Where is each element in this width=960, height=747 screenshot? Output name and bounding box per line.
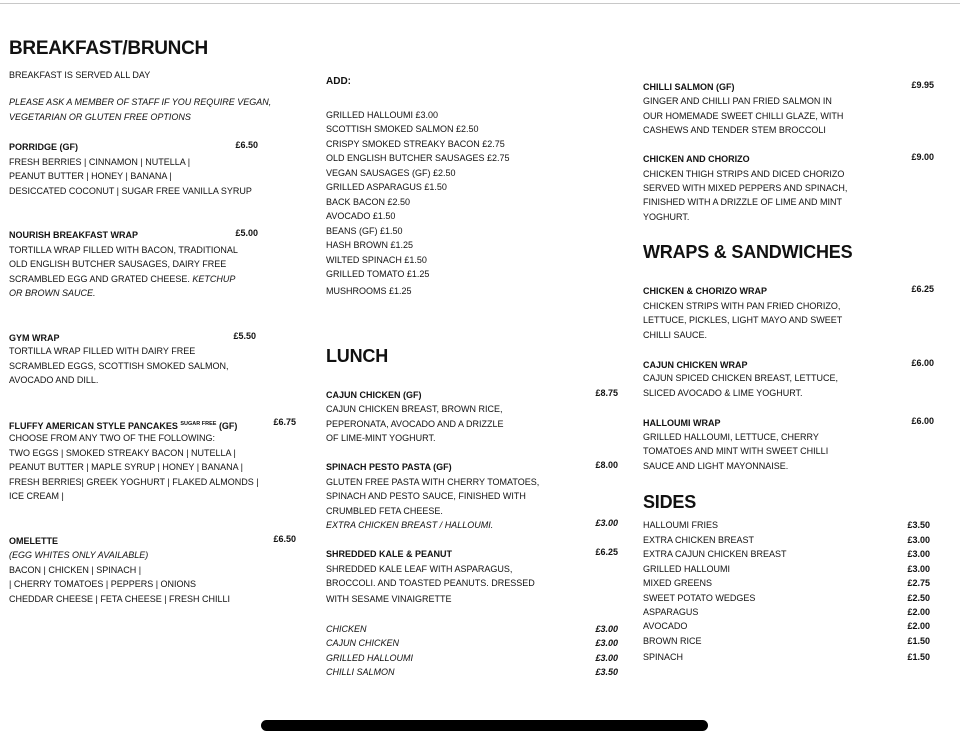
sides-title: SIDES: [643, 492, 697, 512]
item-name-chilli-salmon: CHILLI SALMON (GF): [643, 82, 735, 92]
item-desc-line: ICE CREAM |: [9, 491, 64, 501]
item-desc-line: OLD ENGLISH BUTCHER SAUSAGES, DAIRY FREE: [9, 259, 227, 269]
item-desc-line: BROCCOLI. AND TOASTED PEANUTS. DRESSED: [326, 578, 535, 588]
item-price-nourish-wrap: £5.00: [235, 228, 258, 238]
item-desc-line: SCRAMBLED EGGS, SCOTTISH SMOKED SALMON,: [9, 361, 229, 371]
item-desc-line: GINGER AND CHILLI PAN FRIED SALMON IN: [643, 96, 832, 106]
item-desc-line: YOGHURT.: [643, 212, 690, 222]
add-item: MUSHROOMS £1.25: [326, 286, 412, 296]
item-price-chicken-chorizo: £9.00: [911, 152, 934, 162]
item-desc-line: TOMATOES AND MINT WITH SWEET CHILLI: [643, 446, 829, 456]
item-desc-line: OF LIME-MINT YOGHURT.: [326, 433, 436, 443]
add-item: WILTED SPINACH £1.50: [326, 255, 427, 265]
item-price-halloumi-wrap: £6.00: [911, 416, 934, 426]
item-price-cajun-wrap: £6.00: [911, 358, 934, 368]
lunch-extra-price: £3.50: [595, 667, 618, 677]
item-name-gym-wrap: GYM WRAP: [9, 333, 60, 343]
item-desc-line: FRESH BERRIES| GREEK YOGHURT | FLAKED ALMONDS |: [9, 477, 259, 487]
add-item: AVOCADO £1.50: [326, 211, 396, 221]
side-name: GRILLED HALLOUMI: [643, 564, 731, 574]
item-desc-text: SCRAMBLED EGG AND GRATED CHEESE.: [9, 274, 190, 284]
side-price: £2.75: [907, 578, 930, 588]
item-price-omelette: £6.50: [273, 534, 296, 544]
item-name-chicken-chorizo: CHICKEN AND CHORIZO: [643, 154, 750, 164]
pancakes-name: FLUFFY AMERICAN STYLE PANCAKES: [9, 421, 178, 431]
item-desc-line: CHICKEN STRIPS WITH PAN FRIED CHORIZO,: [643, 301, 841, 311]
add-item: SCOTTISH SMOKED SALMON £2.50: [326, 124, 479, 134]
item-name-halloumi-wrap: HALLOUMI WRAP: [643, 418, 721, 428]
item-price-chilli-salmon: £9.95: [911, 80, 934, 90]
add-item: GRILLED TOMATO £1.25: [326, 269, 430, 279]
side-price: £1.50: [907, 652, 930, 662]
pancakes-sugar-free-note: SUGAR FREE: [180, 421, 217, 427]
side-price: £2.50: [907, 593, 930, 603]
side-name: SWEET POTATO WEDGES: [643, 593, 756, 603]
add-item: VEGAN SAUSAGES (GF) £2.50: [326, 168, 456, 178]
add-item: CRISPY SMOKED STREAKY BACON £2.75: [326, 139, 505, 149]
item-price-cajun-chicken: £8.75: [595, 388, 618, 398]
lunch-extra-name: CHILLI SALMON: [326, 667, 395, 677]
item-name-pesto-pasta: SPINACH PESTO PASTA (GF): [326, 462, 452, 472]
item-desc-italic-line: (EGG WHITES ONLY AVAILABLE): [9, 550, 149, 560]
item-desc-line: OUR HOMEMADE SWEET CHILLI GLAZE, WITH: [643, 111, 844, 121]
item-name-chorizo-wrap: CHICKEN & CHORIZO WRAP: [643, 286, 767, 296]
side-name: ASPARAGUS: [643, 607, 699, 617]
add-item: BEANS (GF) £1.50: [326, 226, 403, 236]
side-price: £3.00: [907, 549, 930, 559]
add-item: GRILLED HALLOUMI £3.00: [326, 110, 439, 120]
item-desc-line: CAJUN SPICED CHICKEN BREAST, LETTUCE,: [643, 373, 839, 383]
item-desc-line: CHOOSE FROM ANY TWO OF THE FOLLOWING:: [9, 433, 216, 443]
item-desc-line: PEANUT BUTTER | HONEY | BANANA |: [9, 171, 172, 181]
lunch-extra-name: CHICKEN: [326, 624, 367, 634]
item-desc-line: PEPERONATA, AVOCADO AND A DRIZZLE: [326, 419, 504, 429]
lunch-extra-price: £3.00: [595, 653, 618, 663]
lunch-extra-price: £3.00: [595, 624, 618, 634]
side-price: £1.50: [907, 636, 930, 646]
add-item: HASH BROWN £1.25: [326, 240, 414, 250]
item-desc-line: SLICED AVOCADO & LIME YOGHURT.: [643, 388, 803, 398]
item-price-pancakes: £6.75: [273, 417, 296, 427]
home-indicator-bar[interactable]: [261, 720, 708, 731]
item-desc-line: FRESH BERRIES | CINNAMON | NUTELLA |: [9, 157, 191, 167]
side-name: EXTRA CAJUN CHICKEN BREAST: [643, 549, 787, 559]
lunch-title: LUNCH: [326, 346, 388, 366]
item-desc-line: FINISHED WITH A DRIZZLE OF LIME AND MINT: [643, 197, 843, 207]
add-title: ADD:: [326, 76, 351, 87]
add-item: BACK BACON £2.50: [326, 197, 411, 207]
add-item: GRILLED ASPARAGUS £1.50: [326, 182, 447, 192]
item-desc-line: DESICCATED COCONUT | SUGAR FREE VANILLA SYRUP: [9, 186, 252, 196]
lunch-extra-price: £3.00: [595, 638, 618, 648]
item-desc-line: AVOCADO AND DILL.: [9, 375, 99, 385]
side-name: MIXED GREENS: [643, 578, 713, 588]
side-name: BROWN RICE: [643, 636, 702, 646]
item-name-omelette: OMELETTE: [9, 536, 58, 546]
item-price-pesto-pasta: £8.00: [595, 460, 618, 470]
item-desc-line: SPINACH AND PESTO SAUCE, FINISHED WITH: [326, 491, 526, 501]
item-desc-italic: KETCHUP: [192, 274, 236, 284]
side-name: EXTRA CHICKEN BREAST: [643, 535, 755, 545]
lunch-extra-name: GRILLED HALLOUMI: [326, 653, 414, 663]
item-desc-line: LETTUCE, PICKLES, LIGHT MAYO AND SWEET: [643, 315, 843, 325]
breakfast-title: BREAKFAST/BRUNCH: [9, 38, 208, 59]
item-desc-line: TORTILLA WRAP FILLED WITH BACON, TRADITIONAL: [9, 245, 238, 255]
item-name-nourish-wrap: NOURISH BREAKFAST WRAP: [9, 230, 139, 240]
item-price-porridge: £6.50: [235, 140, 258, 150]
pancakes-gf: (GF): [218, 421, 238, 431]
dietary-note-line-2: VEGETARIAN OR GLUTEN FREE OPTIONS: [9, 112, 191, 122]
side-price: £2.00: [907, 607, 930, 617]
side-name: SPINACH: [643, 652, 684, 662]
lunch-extra-name: CAJUN CHICKEN: [326, 638, 400, 648]
item-desc-line: WITH SESAME VINAIGRETTE: [326, 594, 452, 604]
item-desc-line: GLUTEN FREE PASTA WITH CHERRY TOMATOES,: [326, 477, 540, 487]
item-desc-line: SHREDDED KALE LEAF WITH ASPARAGUS,: [326, 564, 513, 574]
pesto-extra-option: EXTRA CHICKEN BREAST / HALLOUMI.: [326, 520, 494, 530]
add-item: OLD ENGLISH BUTCHER SAUSAGES £2.75: [326, 153, 510, 163]
breakfast-served-note: BREAKFAST IS SERVED ALL DAY: [9, 70, 151, 80]
pesto-extra-price: £3.00: [595, 518, 618, 528]
item-desc-line: BACON | CHICKEN | SPINACH |: [9, 565, 142, 575]
top-divider: [0, 3, 960, 4]
item-desc-line: CHILLI SAUCE.: [643, 330, 708, 340]
item-desc-line: CHICKEN THIGH STRIPS AND DICED CHORIZO: [643, 169, 845, 179]
item-desc-line: PEANUT BUTTER | MAPLE SYRUP | HONEY | BANANA |: [9, 462, 243, 472]
side-name: AVOCADO: [643, 621, 688, 631]
item-name-cajun-wrap: CAJUN CHICKEN WRAP: [643, 360, 748, 370]
item-desc-italic-line: OR BROWN SAUCE.: [9, 288, 96, 298]
side-price: £3.50: [907, 520, 930, 530]
item-desc-line: CHEDDAR CHEESE | FETA CHEESE | FRESH CHILLI: [9, 594, 231, 604]
item-price-chorizo-wrap: £6.25: [911, 284, 934, 294]
item-name-kale-peanut: SHREDDED KALE & PEANUT: [326, 549, 453, 559]
item-desc-line: TWO EGGS | SMOKED STREAKY BACON | NUTELLA |: [9, 448, 236, 458]
item-price-kale-peanut: £6.25: [595, 547, 618, 557]
item-desc-line: CASHEWS AND TENDER STEM BROCCOLI: [643, 125, 826, 135]
dietary-note-line-1: PLEASE ASK A MEMBER OF STAFF IF YOU REQUIRE VEGAN,: [9, 97, 272, 107]
item-name-cajun-chicken: CAJUN CHICKEN (GF): [326, 390, 422, 400]
item-desc-line: [9, 272, 235, 287]
item-desc-line: SERVED WITH MIXED PEPPERS AND SPINACH,: [643, 183, 848, 193]
item-desc-line: SAUCE AND LIGHT MAYONNAISE.: [643, 461, 789, 471]
item-desc-line: CAJUN CHICKEN BREAST, BROWN RICE,: [326, 404, 503, 414]
side-name: HALLOUMI FRIES: [643, 520, 719, 530]
item-desc-line: TORTILLA WRAP FILLED WITH DAIRY FREE: [9, 346, 196, 356]
item-desc-line: GRILLED HALLOUMI, LETTUCE, CHERRY: [643, 432, 819, 442]
item-name-porridge: PORRIDGE (GF): [9, 142, 78, 152]
item-desc-line: CRUMBLED FETA CHEESE.: [326, 506, 443, 516]
side-price: £2.00: [907, 621, 930, 631]
side-price: £3.00: [907, 535, 930, 545]
side-price: £3.00: [907, 564, 930, 574]
item-desc-line: | CHERRY TOMATOES | PEPPERS | ONIONS: [9, 579, 197, 589]
item-price-gym-wrap: £5.50: [233, 331, 256, 341]
wraps-title: WRAPS & SANDWICHES: [643, 242, 853, 262]
